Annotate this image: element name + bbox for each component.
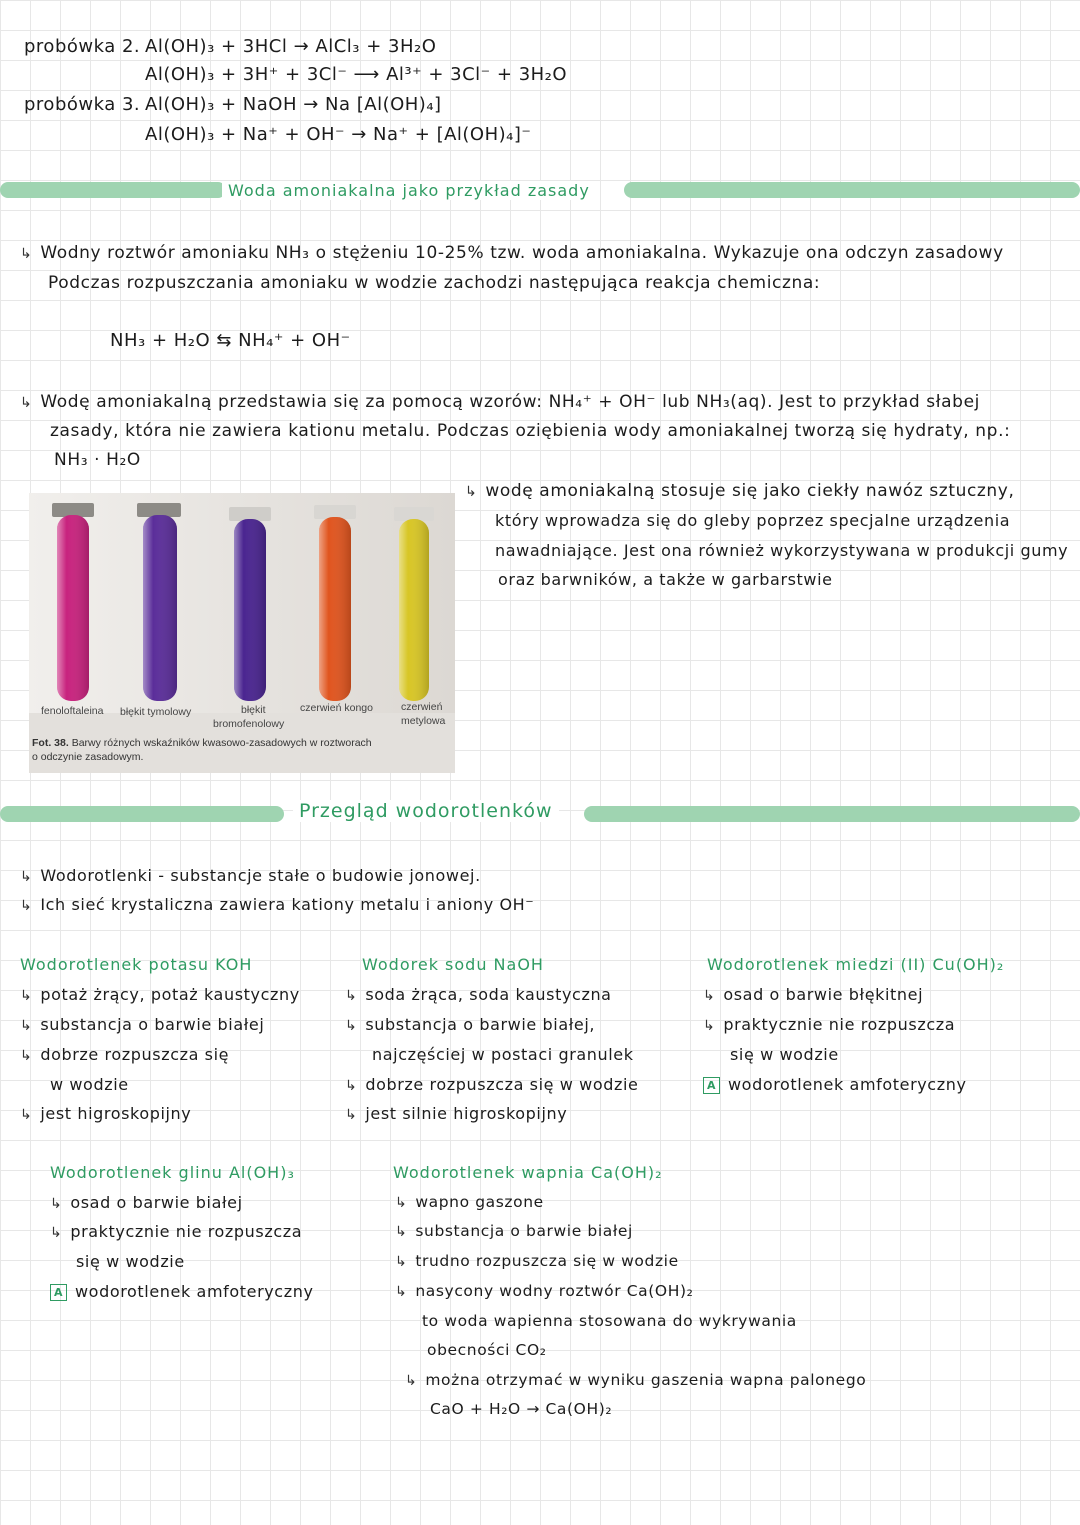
paragraph-1-line-2: Podczas rozpuszczania amoniaku w wodzie zachodzi następująca reakcja chemiczna:: [48, 273, 821, 293]
koh-item-4: ↳ jest higroskopijny: [20, 1104, 192, 1123]
arrow-bullet-icon: ↳: [20, 1018, 33, 1034]
tubes-illustration: [29, 493, 455, 713]
arrow-bullet-icon: ↳: [405, 1373, 418, 1389]
koh-item-3: ↳ dobrze rozpuszcza się: [20, 1045, 230, 1064]
label-bromofenolowy: bromofenolowy: [213, 718, 285, 730]
arrow-bullet-icon: ↳: [395, 1224, 408, 1240]
tube-1-cap: [52, 503, 94, 517]
paragraph-3-line-3: nawadniające. Jest ona również wykorzystywana w produkcji gumy: [495, 541, 1069, 560]
cuoh-item-3: A wodorotlenek amfoteryczny: [703, 1075, 967, 1094]
aloh-item-2: ↳ praktycznie nie rozpuszcza: [50, 1222, 303, 1241]
arrow-bullet-icon: ↳: [50, 1196, 63, 1212]
arrow-bullet-icon: ↳: [703, 1018, 716, 1034]
indicator-tubes-photo: [29, 493, 455, 773]
cuoh-item-1: ↳ osad o barwie błękitnej: [703, 985, 924, 1004]
equation-3: Al(OH)₃ + NaOH → Na [Al(OH)₄]: [145, 94, 442, 115]
aloh-item-3: A wodorotlenek amfoteryczny: [50, 1282, 314, 1301]
equation-4: Al(OH)₃ + Na⁺ + OH⁻ → Na⁺ + [Al(OH)₄]⁻: [145, 124, 532, 145]
equation-1: Al(OH)₃ + 3HCl → AlCl₃ + 3H₂O: [145, 36, 437, 57]
naoh-item-2-cont: najczęściej w postaci granulek: [372, 1045, 634, 1064]
arrow-bullet-icon: ↳: [20, 988, 33, 1004]
arrow-bullet-icon: ↳: [20, 869, 33, 885]
paragraph-3-line-4: oraz barwników, a także w garbarstwie: [498, 570, 833, 589]
arrow-bullet-icon: ↳: [20, 395, 33, 411]
section-title-przeglad: Przegląd wodorotlenków: [293, 800, 559, 822]
caoh-item-4: ↳ nasycony wodny roztwór Ca(OH)₂: [395, 1282, 694, 1300]
label-fenoloftaleina: fenoloftaleina: [41, 705, 104, 717]
aloh-item-2-cont: się w wodzie: [76, 1252, 185, 1271]
tube-5-cap: [394, 507, 434, 521]
arrow-bullet-icon: ↳: [395, 1254, 408, 1270]
banner-bar-right-2: [584, 806, 1080, 822]
paragraph-2-line-1: ↳ Wodę amoniakalną przedstawia się za pomocą wzorów: NH₄⁺ + OH⁻ lub NH₃(aq). Jest to przykład słabej: [20, 392, 980, 412]
section-title-woda-amoniakalna: Woda amoniakalna jako przykład zasady: [222, 181, 596, 200]
paragraph-3-line-2: który wprowadza się do gleby poprzez specjalne urządzenia: [495, 511, 1011, 530]
naoh-item-1: ↳ soda żrąca, soda kaustyczna: [345, 985, 612, 1004]
paragraph-3-line-1: ↳ wodę amoniakalną stosuje się jako ciekły nawóz sztuczny,: [465, 481, 1015, 501]
arrow-bullet-icon: ↳: [20, 1048, 33, 1064]
banner-bar-left: [0, 182, 226, 198]
arrow-bullet-icon: ↳: [345, 1107, 358, 1123]
arrow-bullet-icon: ↳: [50, 1225, 63, 1241]
cuoh-item-2-cont: się w wodzie: [730, 1045, 839, 1064]
arrow-bullet-icon: ↳: [465, 484, 478, 500]
label-czerwien: czerwień: [401, 701, 443, 713]
naoh-title: Wodorek sodu NaOH: [362, 955, 544, 974]
koh-title: Wodorotlenek potasu KOH: [20, 955, 253, 974]
naoh-item-3: ↳ dobrze rozpuszcza się w wodzie: [345, 1075, 639, 1094]
label-blekit-tymolowy: błękit tymolowy: [120, 706, 192, 718]
tube-3-cap: [229, 507, 271, 521]
aloh-title: Wodorotlenek glinu Al(OH)₃: [50, 1163, 295, 1182]
aloh-item-1: ↳ osad o barwie białej: [50, 1193, 243, 1212]
caoh-item-3: ↳ trudno rozpuszcza się w wodzie: [395, 1252, 679, 1270]
label-metylowa: metylowa: [401, 715, 446, 727]
koh-item-3-cont: w wodzie: [50, 1075, 129, 1094]
banner-bar-left-2: [0, 806, 284, 822]
naoh-item-2: ↳ substancja o barwie białej,: [345, 1015, 596, 1034]
caoh-item-5: ↳ można otrzymać w wyniku gaszenia wapna palonego: [405, 1371, 867, 1389]
label-czerwien-kongo: czerwień kongo: [300, 702, 373, 714]
koh-item-2: ↳ substancja o barwie białej: [20, 1015, 265, 1034]
reaction-equation: NH₃ + H₂O ⇆ NH₄⁺ + OH⁻: [110, 330, 351, 351]
arrow-bullet-icon: ↳: [20, 246, 33, 262]
amphoteric-badge-icon: A: [50, 1284, 67, 1301]
label-probowka-3: probówka 3.: [24, 94, 141, 115]
arrow-bullet-icon: ↳: [395, 1195, 408, 1211]
koh-item-1: ↳ potaż żrący, potaż kaustyczny: [20, 985, 300, 1004]
arrow-bullet-icon: ↳: [345, 988, 358, 1004]
arrow-bullet-icon: ↳: [20, 1107, 33, 1123]
caoh-item-2: ↳ substancja o barwie białej: [395, 1222, 633, 1240]
banner-bar-right: [624, 182, 1080, 198]
paragraph-2-line-2: zasady, która nie zawiera kationu metalu. Podczas oziębienia wody amoniakalnej tworzą się hydraty, np.:: [50, 421, 1011, 441]
amphoteric-badge-icon: A: [703, 1077, 720, 1094]
photo-caption: Fot. 38. Barwy różnych wskaźników kwasowo-zasadowych w roztworach o odczynie zasadowym.: [32, 737, 372, 763]
naoh-item-4: ↳ jest silnie higroskopijny: [345, 1104, 568, 1123]
tube-2-cap: [137, 503, 181, 517]
paragraph-1-line-1: ↳ Wodny roztwór amoniaku NH₃ o stężeniu 10-25% tzw. woda amoniakalna. Wykazuje ona odczyn zasadowy: [20, 243, 1004, 263]
arrow-bullet-icon: ↳: [345, 1078, 358, 1094]
arrow-bullet-icon: ↳: [703, 988, 716, 1004]
caoh-item-4-cont-2: obecności CO₂: [427, 1341, 547, 1359]
arrow-bullet-icon: ↳: [395, 1284, 408, 1300]
caoh-item-1: ↳ wapno gaszone: [395, 1193, 544, 1211]
cuoh-title: Wodorotlenek miedzi (II) Cu(OH)₂: [707, 955, 1005, 974]
caoh-item-4-cont-1: to woda wapienna stosowana do wykrywania: [422, 1312, 797, 1330]
paragraph-2-line-3: NH₃ · H₂O: [54, 450, 141, 470]
cuoh-item-2: ↳ praktycznie nie rozpuszcza: [703, 1015, 956, 1034]
label-probowka-2: probówka 2.: [24, 36, 141, 57]
tube-4-cap: [314, 505, 356, 519]
section-2-line-2: ↳ Ich sieć krystaliczna zawiera kationy metalu i aniony OH⁻: [20, 895, 535, 914]
arrow-bullet-icon: ↳: [20, 898, 33, 914]
label-blekit: błękit: [241, 704, 266, 716]
equation-2: Al(OH)₃ + 3H⁺ + 3Cl⁻ ⟶ Al³⁺ + 3Cl⁻ + 3H₂O: [145, 64, 568, 85]
caoh-title: Wodorotlenek wapnia Ca(OH)₂: [393, 1163, 663, 1182]
arrow-bullet-icon: ↳: [345, 1018, 358, 1034]
section-2-line-1: ↳ Wodorotlenki - substancje stałe o budowie jonowej.: [20, 866, 481, 885]
caoh-reaction: CaO + H₂O → Ca(OH)₂: [430, 1400, 613, 1418]
